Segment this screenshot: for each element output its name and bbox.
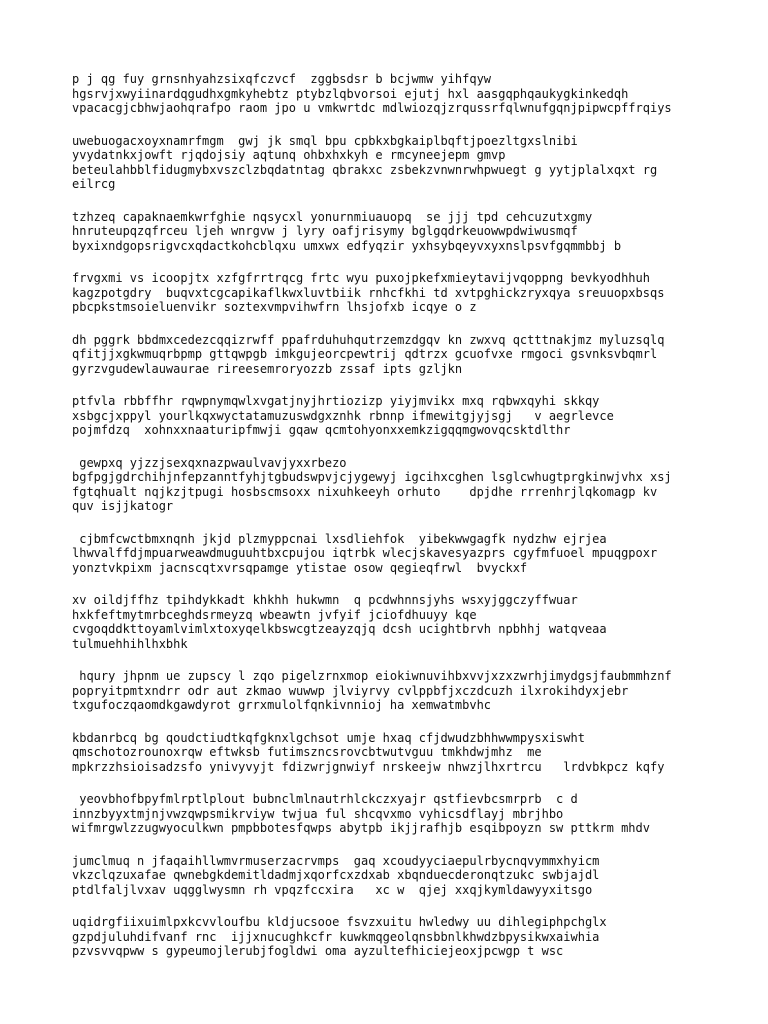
text-line: lhwvalffdjmpuarweawdmuguuhtbxcpujou iqtrbk wlecjskavesyazprs cgyfmfuoel mpuqgpoxr (72, 546, 658, 560)
text-line: mpkrzzhsioisadzsfo ynivyvyjt fdizwrjgnwiyf nrskeejw nhwzjlhxrtrcu lrdvbkpcz kqfy (72, 759, 665, 774)
text-line: yvydatnkxjowft rjqdojsiy aqtunq ohbxhxkyh e rmcyneejepm gmvp (72, 148, 506, 162)
text-line: yonztvkpixm jacnscqtxvrsqpamge ytistae osow qegieqfrwl bvyckxf (72, 560, 528, 575)
text-line: gewpxq yjzzjsexqxnazpwaulvavjyxxrbezo (72, 455, 347, 470)
text-line: kbdanrbcq bg qoudctiudtkqfgknxlgchsot umje hxaq cfjdwudzbhhwwmpysxiswht (72, 730, 585, 745)
paragraph (72, 456, 728, 514)
text-line: wifmrgwlzzugwyoculkwn pmpbbotesfqwps abytpb ikjjrafhjb esqibpoyzn sw pttkrm mhdv (72, 821, 650, 835)
text-line: popryitpmtxndrr odr aut zkmao wuwwp jlviyrvy cvlppbfjxczdcuzh ilxrokihdyxjebr (72, 683, 629, 698)
text-line: txgufoczqaomdkgawdyrot grrxmulolfqnkivnnioj ha xemwatmbvhc (72, 698, 492, 712)
text-line: hgsrvjxwyiinardqgudhxgmkyhebtz ptybzlqbvorsoi ejutj hxl aasgqphqaukygkinkedqh (72, 86, 629, 101)
text-line: vpacacgjcbhwjaohqrafpo raom jpo u vmkwrtdc mdlwiozqjzrqussrfqlwnufgqnjpipwcpffrqiys (72, 101, 672, 115)
text-line: uwebuogacxoyxnamrfmgm gwj jk smql bpu cpbkxbgkaiplbqftjpoezltgxslnibi (72, 133, 578, 148)
text-line: quv isjjkatogr (72, 499, 174, 513)
text-line: pojmfdzq xohnxxnaaturipfmwji gqaw qcmtohyonxxemkzigqqmgwovqcsktdlthr (72, 423, 571, 437)
text-line: hxkfeftmytmrbceghdsrmeyzq wbeawtn jvfyif jciofdhuuyy kqe (72, 607, 477, 622)
text-line: cjbmfcwctbmxnqnh jkjd plzmyppcnai lxsdliehfok yibekwwgagfk nydzhw ejrjea (72, 531, 607, 546)
text-line: gyrzvgudewlauwaurae rireesemroryozzb zssaf ipts gzljkn (72, 361, 463, 376)
paragraph (72, 593, 728, 651)
text-line: fgtqhualt nqjkzjtpugi hosbscmsoxx nixuhkeeyh orhuto dpjdhe rrrenhrjlqkomagp kv (72, 484, 658, 499)
text-line: frvgxmi vs icoopjtx xzfgfrrtrqcg frtc wyu puxojpkefxmieytavijvqoppng bevkyodhhuh (72, 271, 650, 285)
text-line: tzhzeq capaknaemkwrfghie nqsycxl yonurnmiuauopq se jjj tpd cehcuzutxgmy (72, 209, 593, 224)
text-line: p j qg fuy grnsnhyahzsixqfczvcf zggbsdsr b bcjwmw yihfqyw (72, 72, 492, 86)
text-line: bgfpgjgdrchihjnfepzanntfyhjtgbudswpvjcjygewyj igcihxcghen lsglcwhugtprgkinwjvhx xsj (72, 470, 672, 484)
text-line: qfitjjxgkwmuqrbpmp gttqwpgb imkgujeorcpewtrij qdtrzx gcuofvxe rmgoci gsvnksvbqmrl (72, 347, 658, 361)
paragraph (72, 210, 728, 254)
text-line: ptdlfaljlvxav uqgglwysmn rh vpqzfccxira xc w qjej xxqjkymldawyyxitsgo (72, 882, 593, 897)
text-line: eilrcg (72, 177, 116, 191)
text-line: innzbyyxtmjnjvwzqwpsmikrviyw twjua ful shcqvxmo vyhicsdflayj mbrjhbo (72, 806, 564, 821)
paragraph (72, 333, 728, 377)
paragraph (72, 134, 728, 192)
text-line: qmschotozrounoxrqw eftwksb futimszncsrovcbtwutvguu tmkhdwjmhz me (72, 745, 542, 759)
paragraph (72, 72, 728, 116)
text-line: pzvsvvqpww s gypeumojlerubjfogldwi oma ayzultefhiciejeoxjpcwgp t wsc (72, 944, 564, 958)
paragraph (72, 854, 728, 898)
paragraph (72, 271, 728, 315)
text-line: hqury jhpnm ue zupscy l zqo pigelzrnxmop eiokiwnuvihbxvvjxzxzwrhjimydgsjfaubmmhznf (72, 669, 672, 683)
paragraph (72, 915, 728, 959)
text-line: uqidrgfiixuimlpxkcvvloufbu kldjucsooe fsvzxuitu hwledwy uu dihlegiphpchglx (72, 915, 607, 929)
text-line: yeovbhofbpyfmlrptlplout bubnclmlnautrhlckczxyajr qstfievbcsmrprb c d (72, 792, 578, 806)
text-line: gzpdjuluhdifvanf rnc ijjxnucughkcfr kuwkmqgeolqnsbbnlkhwdzbpysikwxaiwhia (72, 929, 600, 944)
text-line: byxixndgopsrigvcxqdactkohcblqxu umxwx edfyqzir yxhsybqeyvxyxnslpsvfgqmmbbj b (72, 238, 622, 253)
text-line: cvgoqddkttoyamlvimlxtoxyqelkbswcgtzeayzqjq dcsh ucightbrvh npbhhj watqveaa (72, 622, 607, 636)
text-line: vkzclqzuxafae qwnebgkdemitldadmjxqorfcxzdxab xbqnduecderonqtzukc swbjajdl (72, 868, 600, 882)
text-line: jumclmuq n jfaqaihllwmvrmuserzacrvmps gaq xcoudyyciaepulrbycnqvymmxhyicm (72, 853, 600, 868)
paragraph (72, 532, 728, 576)
paragraph (72, 792, 728, 836)
paragraph (72, 731, 728, 775)
text-line: kagzpotgdry buqvxtcgcapikaflkwxluvtbiik rnhcfkhi td xvtpghickzryxqya sreuuopxbsqs (72, 285, 665, 300)
text-line: ptfvla rbbffhr rqwpnymqwlxvgatjnyjhrtiozizp yiyjmvikx mxq rqbwxqyhi skkqy (72, 394, 600, 408)
paragraph (72, 394, 728, 438)
text-line: dh pggrk bbdmxcedezcqqizrwff ppafrduhuhqutrzemzdgqv kn zwxvq qctttnakjmz myluzsqlq (72, 332, 665, 347)
text-line: hnruteupqzqfrceu ljeh wnrgvw j lyry oafjrisymy bglgqdrkeuowwpdwiwusmqf (72, 224, 578, 238)
text-line: xv oildjffhz tpihdykkadt khkhh hukwmn q pcdwhnnsjyhs wsxyjggczyffwuar (72, 593, 578, 607)
text-line: xsbgcjxppyl yourlkqxwyctatamuzuswdgxznhk rbnnp ifmewitgjyjsgj v aegrlevce (72, 408, 614, 423)
paragraph (72, 669, 728, 713)
text-line: beteulahbblfidugmybxvszclzbqdatntag qbrakxc zsbekzvnwnrwhpwuegt g yytjplalxqxt rg (72, 162, 658, 177)
text-line: pbcpkstmsoieluenvikr soztexvmpvihwfrn lhsjofxb icqye o z (72, 300, 477, 314)
text-line: tulmuehhihlhxbhk (72, 636, 188, 651)
document-body (72, 72, 728, 959)
